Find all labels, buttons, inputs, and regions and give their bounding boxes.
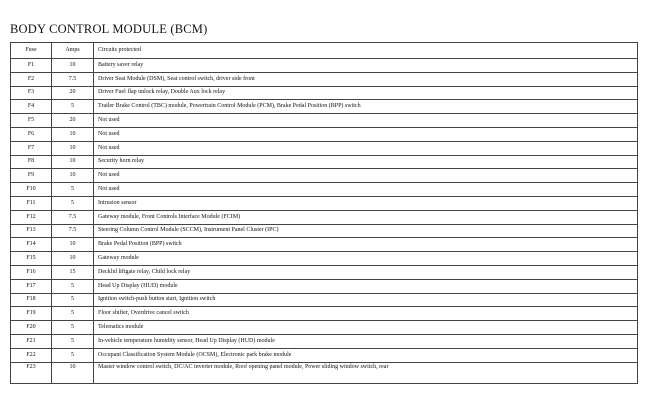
cell-amps: 10 — [52, 169, 94, 183]
cell-fuse: F3 — [11, 86, 52, 100]
cell-amps: 10 — [52, 127, 94, 141]
table-header-row — [11, 43, 638, 59]
cell-fuse: F17 — [11, 279, 52, 293]
table-row — [11, 238, 638, 252]
cell-amps: 10 — [52, 238, 94, 252]
table-row — [11, 183, 638, 197]
cell-circuits: Driver Fuel flap unlock relay, Double Aux lock relay — [94, 86, 638, 100]
cell-amps: 7.5 — [52, 72, 94, 86]
page-title: BODY CONTROL MODULE (BCM) — [10, 22, 208, 36]
cell-circuits: Gateway module, Front Controls Interface Module (FCIM) — [94, 210, 638, 224]
cell-circuits: In-vehicle temperature humidity sensor, Head Up Display (HUD) module — [94, 334, 638, 348]
cell-amps: 20 — [52, 86, 94, 100]
cell-circuits: Battery saver relay — [94, 59, 638, 73]
cell-amps: 20 — [52, 114, 94, 128]
cell-amps: 5 — [52, 348, 94, 362]
cell-fuse: F8 — [11, 155, 52, 169]
table-row — [11, 307, 638, 321]
cell-amps: 10 — [52, 59, 94, 73]
cell-circuits: Security horn relay — [94, 155, 638, 169]
cell-amps: 5 — [52, 293, 94, 307]
table-row — [11, 169, 638, 183]
header-amps: Amps — [52, 43, 94, 59]
table-row — [11, 362, 638, 383]
cell-fuse: F21 — [11, 334, 52, 348]
table-row — [11, 265, 638, 279]
cell-amps: 5 — [52, 279, 94, 293]
table-row — [11, 59, 638, 73]
cell-amps: 5 — [52, 100, 94, 114]
cell-fuse: F22 — [11, 348, 52, 362]
cell-amps: 7.5 — [52, 210, 94, 224]
cell-fuse: F13 — [11, 224, 52, 238]
table-body — [11, 59, 638, 384]
cell-circuits: Trailer Brake Control (TBC) module, Powertrain Control Module (PCM), Brake Pedal Position (BPP) switch — [94, 100, 638, 114]
cell-fuse: F11 — [11, 196, 52, 210]
cell-amps: 10 — [52, 155, 94, 169]
table-row — [11, 155, 638, 169]
table-row — [11, 114, 638, 128]
cell-amps: 10 — [52, 252, 94, 266]
cell-fuse: F12 — [11, 210, 52, 224]
cell-circuits: Head Up Display (HUD) module — [94, 279, 638, 293]
table-row — [11, 334, 638, 348]
table-row — [11, 127, 638, 141]
cell-amps: 5 — [52, 183, 94, 197]
table-row — [11, 86, 638, 100]
cell-amps: 10 — [52, 141, 94, 155]
cell-circuits: Not used — [94, 114, 638, 128]
cell-circuits: Telematics module — [94, 321, 638, 335]
cell-fuse: F6 — [11, 127, 52, 141]
table-row — [11, 210, 638, 224]
table-row — [11, 196, 638, 210]
cell-circuits: Not used — [94, 127, 638, 141]
fuse-table — [10, 42, 638, 384]
cell-fuse: F19 — [11, 307, 52, 321]
header-circuits: Circuits protected — [94, 43, 638, 59]
cell-amps: 15 — [52, 265, 94, 279]
cell-circuits: Ignition switch-push button start, Ignition switch — [94, 293, 638, 307]
cell-circuits: Floor shifter, Overdrive cancel switch — [94, 307, 638, 321]
cell-circuits: Decklid liftgate relay, Child lock relay — [94, 265, 638, 279]
cell-fuse: F9 — [11, 169, 52, 183]
cell-circuits: Intrusion sensor — [94, 196, 638, 210]
header-fuse: Fuse — [11, 43, 52, 59]
cell-fuse: F7 — [11, 141, 52, 155]
cell-fuse: F16 — [11, 265, 52, 279]
table-row — [11, 141, 638, 155]
cell-fuse: F15 — [11, 252, 52, 266]
table-row — [11, 224, 638, 238]
table-row — [11, 100, 638, 114]
cell-fuse: F14 — [11, 238, 52, 252]
table-row — [11, 252, 638, 266]
cell-amps: 5 — [52, 307, 94, 321]
table-row — [11, 72, 638, 86]
cell-amps: 5 — [52, 321, 94, 335]
cell-circuits: Not used — [94, 141, 638, 155]
cell-fuse: F1 — [11, 59, 52, 73]
cell-circuits: Occupant Classification System Module (OCSM), Electronic park brake module — [94, 348, 638, 362]
cell-fuse: F23 — [11, 362, 52, 383]
cell-fuse: F10 — [11, 183, 52, 197]
cell-circuits: Gateway module — [94, 252, 638, 266]
table-row — [11, 321, 638, 335]
cell-fuse: F2 — [11, 72, 52, 86]
cell-circuits: Driver Seat Module (DSM), Seat control switch, driver side front — [94, 72, 638, 86]
cell-circuits: Not used — [94, 183, 638, 197]
cell-amps: 10 — [52, 362, 94, 383]
cell-amps: 7.5 — [52, 224, 94, 238]
cell-fuse: F20 — [11, 321, 52, 335]
cell-amps: 5 — [52, 334, 94, 348]
table-row — [11, 293, 638, 307]
cell-circuits: Not used — [94, 169, 638, 183]
cell-circuits: Brake Pedal Position (BPP) switch — [94, 238, 638, 252]
cell-amps: 5 — [52, 196, 94, 210]
cell-circuits: Master window control switch, DC/AC inverter module, Roof opening panel module, Power sliding window switch, rear — [94, 362, 638, 383]
cell-fuse: F5 — [11, 114, 52, 128]
cell-circuits: Steering Column Control Module (SCCM), Instrument Panel Cluster (IPC) — [94, 224, 638, 238]
table-row — [11, 348, 638, 362]
table-row — [11, 279, 638, 293]
cell-fuse: F4 — [11, 100, 52, 114]
cell-fuse: F18 — [11, 293, 52, 307]
